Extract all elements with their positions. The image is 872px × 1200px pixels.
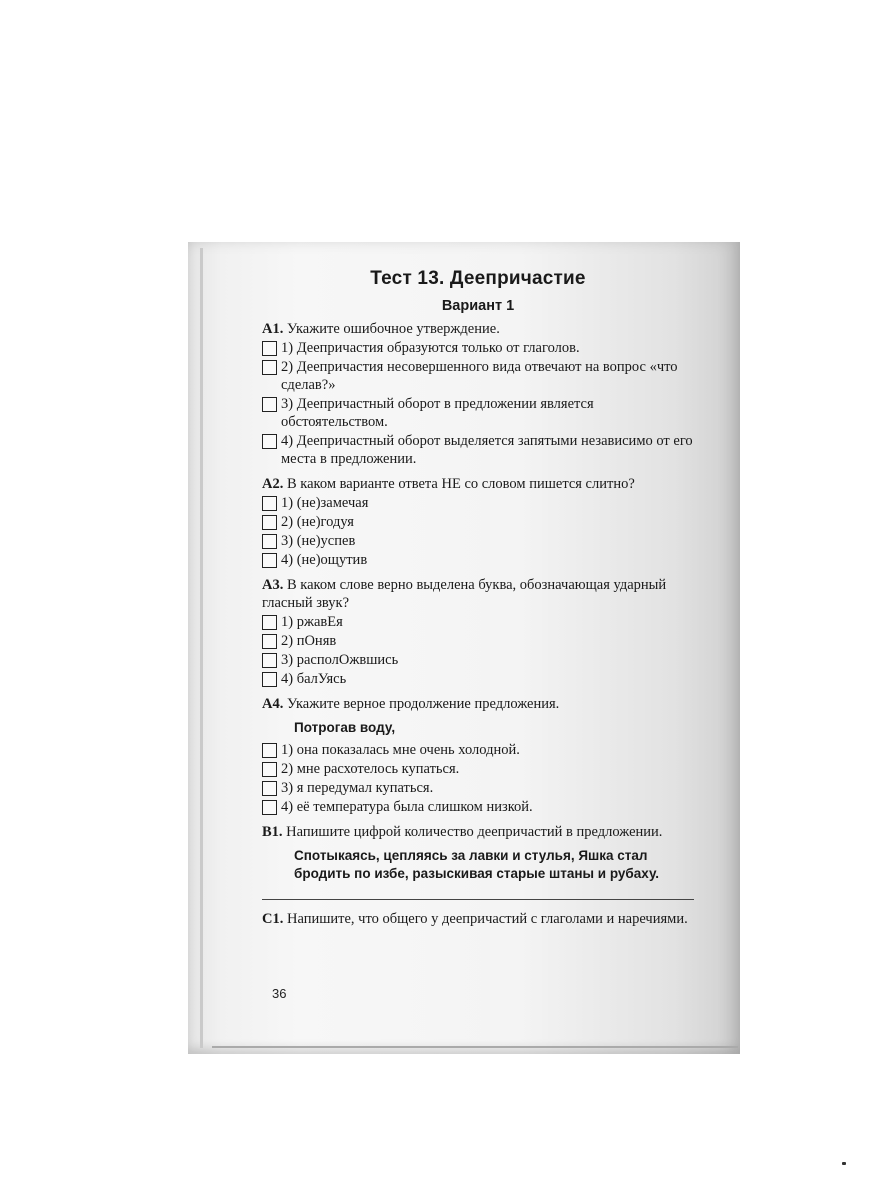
option-a4-3	[262, 779, 694, 797]
question-c1	[262, 910, 694, 928]
option-a1-4	[262, 432, 694, 468]
option-a2-4	[262, 551, 694, 569]
option-text: 1) ржавЕя	[281, 614, 343, 630]
question-text: Напишите цифрой количество деепричастий в предложении.	[286, 824, 663, 840]
sentence-stem: Потрогав воду,	[294, 720, 396, 735]
checkbox[interactable]	[262, 653, 277, 668]
question-number: А2.	[262, 476, 284, 492]
option-a4-4	[262, 798, 694, 816]
question-number: В1.	[262, 824, 283, 840]
option-a1-1	[262, 339, 694, 357]
question-number: С1.	[262, 911, 284, 927]
option-text: 4) балУясь	[281, 671, 347, 687]
checkbox[interactable]	[262, 615, 277, 630]
option-a2-3	[262, 532, 694, 550]
question-text: В каком слове верно выделена буква, обозначающая ударный гласный звук?	[262, 577, 667, 611]
question-text: Напишите, что общего у деепричастий с глаголами и наречиями.	[286, 911, 688, 927]
option-a4-2	[262, 760, 694, 778]
question-number: А1.	[262, 321, 284, 337]
checkbox[interactable]	[262, 434, 277, 449]
option-a3-4	[262, 670, 694, 688]
checkbox[interactable]	[262, 672, 277, 687]
option-text: 3) (не)успев	[281, 533, 356, 549]
option-text: 2) пОняв	[281, 633, 337, 649]
checkbox[interactable]	[262, 534, 277, 549]
option-text: 4) её температура была слишком низкой.	[281, 799, 533, 815]
option-text: 1) Деепричастия образуются только от глаголов.	[281, 340, 580, 356]
checkbox[interactable]	[262, 800, 277, 815]
option-text: 3) располОжвшись	[281, 652, 399, 668]
page-number: 36	[272, 986, 287, 1001]
b1-sentence: Спотыкаясь, цепляясь за лавки и стулья, Яшка стал бродить по избе, разыскивая старые штаны и рубаху.	[294, 848, 660, 881]
variant-heading: Вариант 1	[441, 298, 515, 314]
option-a3-3	[262, 651, 694, 669]
checkbox[interactable]	[262, 341, 277, 356]
test-title: Тест 13. Деепричастие	[370, 268, 586, 289]
option-a3-1	[262, 613, 694, 631]
question-a2	[262, 475, 694, 493]
checkbox[interactable]	[262, 397, 277, 412]
option-text: 2) (не)годуя	[281, 514, 354, 530]
question-text: Укажите ошибочное утверждение.	[286, 321, 500, 337]
checkbox[interactable]	[262, 553, 277, 568]
question-number: А3.	[262, 577, 284, 593]
question-a1	[262, 320, 694, 338]
checkbox[interactable]	[262, 496, 277, 511]
checkbox[interactable]	[262, 634, 277, 649]
scan-speck	[842, 1162, 846, 1165]
page-bottom-edge	[212, 1046, 738, 1048]
question-a4	[262, 695, 694, 713]
option-text: 1) она показалась мне очень холодной.	[281, 742, 520, 758]
option-text: 4) Деепричастный оборот выделяется запятыми независимо от его места в предложении.	[281, 433, 693, 467]
question-text: В каком варианте ответа НЕ со словом пишется слитно?	[286, 476, 635, 492]
checkbox[interactable]	[262, 360, 277, 375]
question-text: Укажите верное продолжение предложения.	[286, 696, 560, 712]
option-text: 2) Деепричастия несовершенного вида отвечают на вопрос «что сделав?»	[281, 359, 678, 393]
option-a1-2	[262, 358, 694, 394]
checkbox[interactable]	[262, 781, 277, 796]
option-a4-1	[262, 741, 694, 759]
checkbox[interactable]	[262, 515, 277, 530]
test-content	[262, 268, 694, 928]
answer-line[interactable]	[262, 899, 694, 900]
question-b1	[262, 823, 694, 841]
option-text: 1) (не)замечая	[281, 495, 369, 511]
option-text: 4) (не)ощутив	[281, 552, 368, 568]
checkbox[interactable]	[262, 762, 277, 777]
option-text: 2) мне расхотелось купаться.	[281, 761, 460, 777]
question-number: А4.	[262, 696, 284, 712]
option-a1-3	[262, 395, 694, 431]
option-a2-2	[262, 513, 694, 531]
option-text: 3) Деепричастный оборот в предложении является обстоятельством.	[281, 396, 594, 430]
option-a2-1	[262, 494, 694, 512]
question-a3	[262, 576, 694, 612]
option-a3-2	[262, 632, 694, 650]
checkbox[interactable]	[262, 743, 277, 758]
option-text: 3) я передумал купаться.	[281, 780, 434, 796]
page-left-edge	[200, 248, 203, 1048]
